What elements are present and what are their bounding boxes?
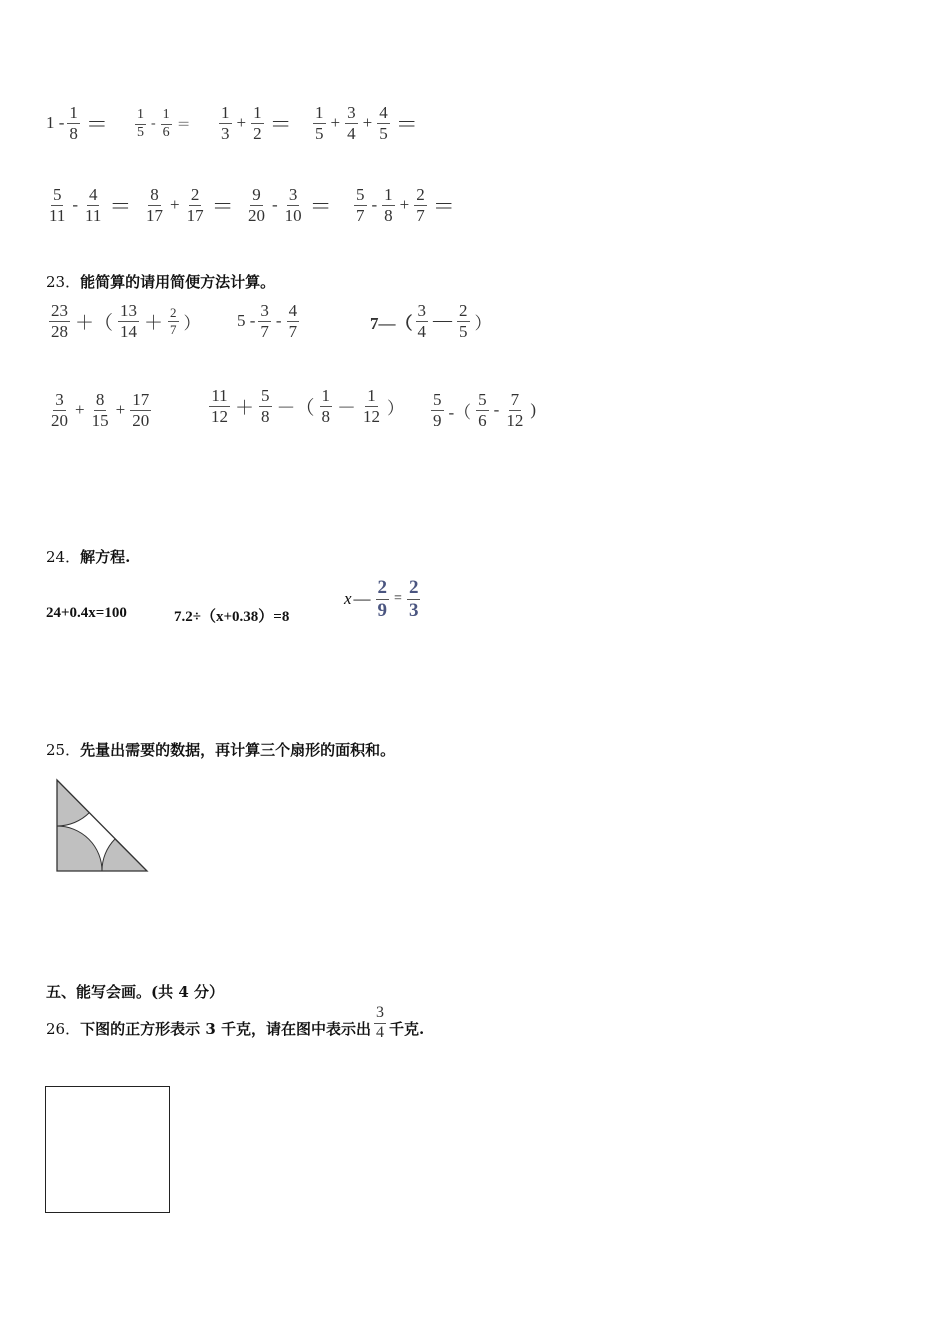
triangle-sectors-figure <box>50 776 154 876</box>
fraction: $\frac{17}{20}$ <box>132 390 150 430</box>
question-25-heading: 25．先量出需要的数据，再计算三个扇形的面积和。 <box>46 741 396 759</box>
fraction: $\frac{1}{3}$ <box>221 103 230 143</box>
fraction: $\frac{7}{12}$ <box>506 390 524 430</box>
expr-q23-4: $\frac{3}{20}$ + $\frac{8}{15}$ + $\frac{17}{20}$ <box>51 390 150 430</box>
fraction: $\frac{2}{17}$ <box>186 185 204 225</box>
expr-q23-5: $\frac{11}{12}$ ＋ $\frac{5}{8}$ －（ $\frac{1}{8}$ － $\frac{1}{12}$ ） <box>211 386 405 426</box>
equation-a: 24+0.4x=100 <box>46 605 127 621</box>
fraction: $\frac{4}{5}$ <box>379 103 388 143</box>
fraction: $\frac{2}{7}$ <box>416 185 425 225</box>
fraction: $\frac{1}{2}$ <box>253 103 262 143</box>
fraction: $\frac{3}{10}$ <box>284 185 302 225</box>
fraction: $\frac{1}{12}$ <box>363 386 381 426</box>
question-24-heading: 24．解方程. <box>46 548 131 566</box>
expr-row2-1: $\frac{5}{11}$ - $\frac{4}{11}$ ＝ <box>49 185 132 225</box>
fraction: $\frac{1}{6}$ <box>162 107 170 140</box>
expr-row2-2: $\frac{8}{17}$ + $\frac{2}{17}$ ＝ <box>146 185 234 225</box>
fraction: $\frac{1}{8}$ <box>384 185 393 225</box>
expr-row2-3: $\frac{9}{20}$ - $\frac{3}{10}$ ＝ <box>248 185 332 225</box>
fraction: $\frac{23}{28}$ <box>51 301 68 341</box>
expr-row1-2: $\frac{1}{5}$ - $\frac{1}{6}$ ＝ <box>137 107 191 140</box>
fraction: $\frac{3}{4}$ <box>417 301 426 341</box>
fraction: $\frac{11}{12}$ <box>211 386 228 426</box>
fraction: $\frac{1}{5}$ <box>137 107 144 140</box>
fraction: $\frac{4}{7}$ <box>288 301 298 341</box>
fraction: $\frac{5}{11}$ <box>49 185 66 225</box>
fraction: $\frac{13}{14}$ <box>120 301 138 341</box>
expr-q23-2: 5 - $\frac{3}{7}$ - $\frac{4}{7}$ <box>237 301 298 341</box>
section-5-heading: 五、能写会画。(共 4 分） <box>46 983 224 1001</box>
expr-row1-4: $\frac{1}{5}$ + $\frac{3}{4}$ + $\frac{4}{5}$ ＝ <box>315 103 418 143</box>
equation-b: 7.2÷（x+0.38）=8 <box>174 609 290 625</box>
expr-row1-1: 1 - $\frac{1}{8}$ ＝ <box>46 103 108 143</box>
fraction: $\frac{1}{8}$ <box>321 386 331 426</box>
fraction: $\frac{5}{7}$ <box>356 185 365 225</box>
fraction: $\frac{8}{15}$ <box>91 390 109 430</box>
fraction: $\frac{2}{3}$ <box>408 577 419 621</box>
fraction: $\frac{8}{17}$ <box>146 185 163 225</box>
answer-square[interactable] <box>45 1086 170 1213</box>
fraction: $\frac{5}{8}$ <box>261 386 270 426</box>
fraction: $\frac{3}{7}$ <box>260 301 269 341</box>
fraction: $\frac{2}{5}$ <box>459 301 468 341</box>
expr-q23-1: $\frac{23}{28}$ ＋（ $\frac{13}{14}$ ＋ $\frac{2}{7}$ ） <box>51 301 201 341</box>
expr-q23-6: $\frac{5}{9}$ -（ $\frac{5}{6}$ - $\frac{7}{12}$ ) <box>433 390 537 430</box>
fraction: $\frac{9}{20}$ <box>248 185 265 225</box>
fraction: $\frac{5}{6}$ <box>478 390 487 430</box>
expr-row2-4: $\frac{5}{7}$ - $\frac{1}{8}$ + $\frac{2}{7}$ ＝ <box>356 185 455 225</box>
question-26-heading: 26． 下图的正方形表示 3 千克，请在图中表示出 $\frac{3}{4}$ 千克. <box>46 1004 425 1041</box>
fraction: $\frac{1}{5}$ <box>315 103 324 143</box>
question-23-heading: 23．能简算的请用简便方法计算。 <box>46 273 276 291</box>
fraction: $\frac{5}{9}$ <box>433 390 442 430</box>
fraction: $\frac{3}{4}$ <box>347 103 356 143</box>
fraction: $\frac{1}{8}$ <box>69 103 78 143</box>
fraction: $\frac{4}{11}$ <box>85 185 102 225</box>
fraction: $\frac{3}{4}$ <box>375 1004 384 1041</box>
equation-c: x — $\frac{2}{9}$ = $\frac{2}{3}$ <box>344 577 419 621</box>
fraction: $\frac{2}{7}$ <box>170 305 177 337</box>
expr-q23-3: 7—（ $\frac{3}{4}$ — $\frac{2}{5}$ ） <box>370 301 492 341</box>
expr-row1-3: $\frac{1}{3}$ + $\frac{1}{2}$ ＝ <box>221 103 292 143</box>
fraction: $\frac{2}{9}$ <box>377 577 388 621</box>
fraction: $\frac{3}{20}$ <box>51 390 68 430</box>
